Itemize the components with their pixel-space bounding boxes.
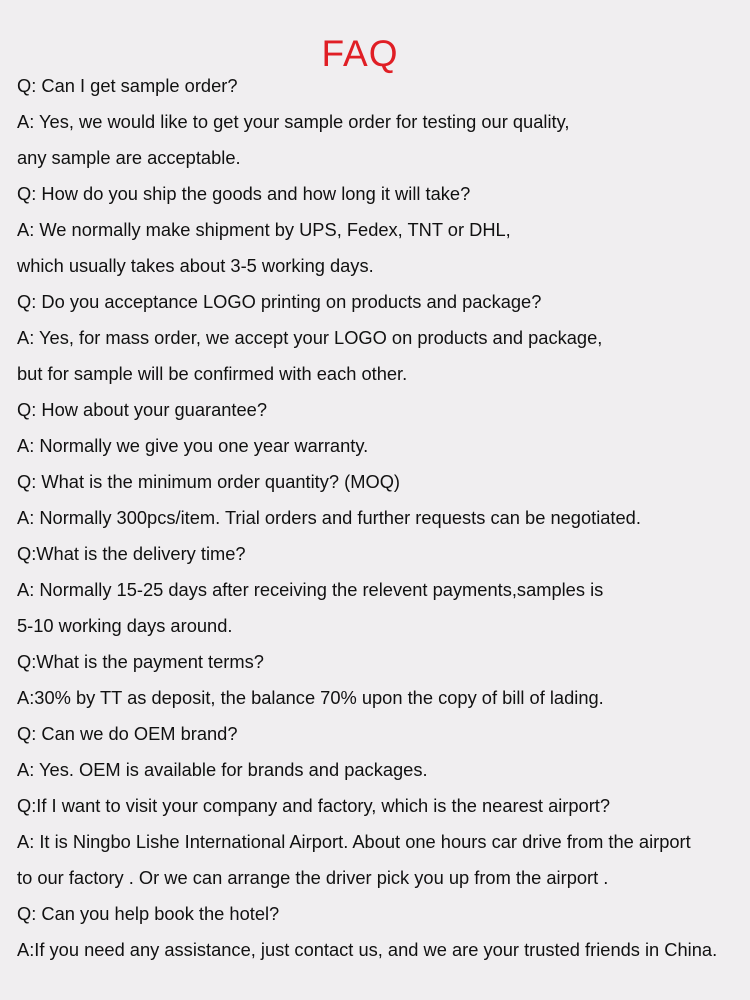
faq-question: Q: Can we do OEM brand?: [17, 723, 238, 744]
faq-answer: A: Yes, for mass order, we accept your LOGO on products and package,: [17, 327, 603, 348]
faq-answer: A: Yes. OEM is available for brands and packages.: [17, 759, 428, 780]
faq-question: Q: What is the minimum order quantity? (MOQ): [17, 471, 400, 492]
faq-answer: A: We normally make shipment by UPS, Fedex, TNT or DHL,: [17, 219, 511, 240]
faq-list: [17, 68, 750, 968]
faq-question: Q:What is the payment terms?: [17, 651, 264, 672]
faq-question: Q:If I want to visit your company and factory, which is the nearest airport?: [17, 795, 611, 816]
faq-answer: A: Normally we give you one year warranty.: [17, 435, 369, 456]
faq-answer: A: Normally 15-25 days after receiving the relevent payments,samples is: [17, 579, 604, 600]
faq-question: Q: How about your guarantee?: [17, 399, 268, 420]
faq-question: Q:What is the delivery time?: [17, 543, 246, 564]
page-title: FAQ: [321, 33, 399, 74]
faq-answer: 5-10 working days around.: [17, 615, 233, 636]
faq-question: Q: Can you help book the hotel?: [17, 903, 280, 924]
faq-answer: A:30% by TT as deposit, the balance 70% upon the copy of bill of lading.: [17, 687, 604, 708]
faq-answer: which usually takes about 3-5 working days.: [17, 255, 374, 276]
faq-answer: A: Normally 300pcs/item. Trial orders and further requests can be negotiated.: [17, 507, 641, 528]
faq-answer: to our factory . Or we can arrange the driver pick you up from the airport .: [17, 867, 609, 888]
faq-question: Q: How do you ship the goods and how long it will take?: [17, 183, 471, 204]
faq-answer: any sample are acceptable.: [17, 147, 241, 168]
faq-answer: A:If you need any assistance, just contact us, and we are your trusted friends in China.: [17, 939, 718, 960]
faq-question: Q: Do you acceptance LOGO printing on products and package?: [17, 291, 542, 312]
faq-answer: A: It is Ningbo Lishe International Airport. About one hours car drive from the airport: [17, 831, 691, 852]
faq-question: Q: Can I get sample order?: [17, 75, 238, 96]
faq-answer: A: Yes, we would like to get your sample order for testing our quality,: [17, 111, 570, 132]
faq-answer: but for sample will be confirmed with each other.: [17, 363, 408, 384]
